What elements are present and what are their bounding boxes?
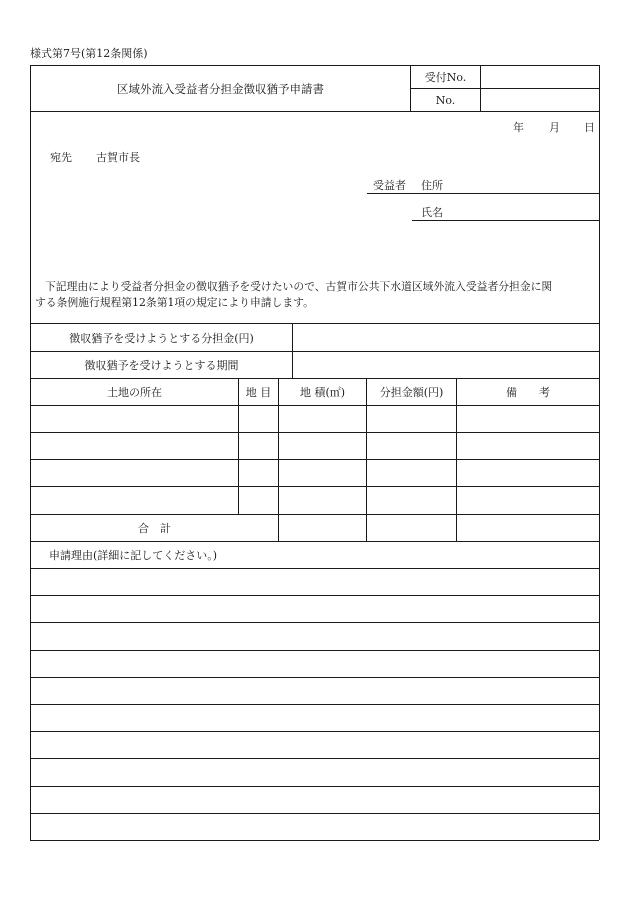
header-remarks: 備 考 bbox=[506, 386, 550, 399]
form-title: 区域外流入受益者分担金徴収猶予申請書 bbox=[117, 81, 324, 96]
col-divider-area bbox=[366, 378, 367, 541]
amount-period-divider bbox=[292, 323, 293, 378]
addressee-label: 宛先 bbox=[50, 151, 72, 164]
col-divider-amount bbox=[456, 378, 457, 541]
header-location: 土地の所在 bbox=[107, 386, 162, 399]
number-field[interactable] bbox=[481, 89, 599, 111]
header-amount: 分担金額(円) bbox=[379, 386, 444, 399]
table-row[interactable] bbox=[31, 433, 238, 459]
reason-line[interactable] bbox=[30, 568, 599, 569]
period-row-label: 徴収猶予を受けようとする期間 bbox=[84, 359, 239, 372]
col-divider-category bbox=[278, 378, 279, 541]
table-row[interactable] bbox=[31, 460, 238, 486]
table-row[interactable] bbox=[31, 487, 238, 514]
reason-line[interactable] bbox=[30, 650, 599, 651]
col-divider-location bbox=[238, 378, 239, 514]
receipt-no-field[interactable] bbox=[481, 66, 599, 88]
frame-right bbox=[599, 65, 600, 840]
reason-line[interactable] bbox=[30, 677, 599, 678]
beneficiary-label: 受益者 bbox=[373, 179, 406, 192]
header-area: 地 積(㎡) bbox=[299, 386, 346, 399]
reason-line[interactable] bbox=[30, 622, 599, 623]
date-day: 日 bbox=[584, 121, 595, 134]
receipt-no-label: 受付No. bbox=[424, 71, 467, 84]
form-code: 様式第7号(第12条関係) bbox=[30, 47, 148, 60]
title-bottom-line bbox=[30, 111, 599, 112]
reason-line[interactable] bbox=[30, 595, 599, 596]
name-label: 氏名 bbox=[421, 206, 443, 219]
date-month: 月 bbox=[549, 121, 560, 134]
statement-line-2: する条例施行規程第12条第1項の規定により申請します。 bbox=[35, 296, 314, 309]
addressee: 古賀市長 bbox=[96, 151, 140, 164]
total-row-line bbox=[30, 541, 599, 542]
frame-bottom bbox=[30, 840, 599, 841]
header-land-category: 地 目 bbox=[245, 386, 272, 399]
reason-line[interactable] bbox=[30, 758, 599, 759]
amount-field[interactable] bbox=[293, 324, 599, 351]
total-label: 合 計 bbox=[138, 522, 171, 535]
amount-row-label: 徴収猶予を受けようとする分担金(円) bbox=[69, 331, 254, 345]
date-year: 年 bbox=[513, 121, 524, 134]
reason-line[interactable] bbox=[30, 731, 599, 732]
reason-label: 申請理由(詳細に記してください。) bbox=[49, 549, 218, 562]
address-line[interactable] bbox=[367, 193, 599, 194]
address-label: 住所 bbox=[421, 179, 443, 192]
number-label: No. bbox=[435, 93, 456, 107]
reason-line[interactable] bbox=[30, 813, 599, 814]
reason-line[interactable] bbox=[30, 786, 599, 787]
table-row[interactable] bbox=[31, 406, 238, 432]
period-field[interactable] bbox=[293, 352, 599, 378]
name-line[interactable] bbox=[412, 220, 599, 221]
statement-line-1: 下記理由により受益者分担金の徴収猶予を受けたいので、古賀市公共下水道区域外流入受益者分担金に関 bbox=[45, 280, 553, 293]
reason-line[interactable] bbox=[30, 704, 599, 705]
